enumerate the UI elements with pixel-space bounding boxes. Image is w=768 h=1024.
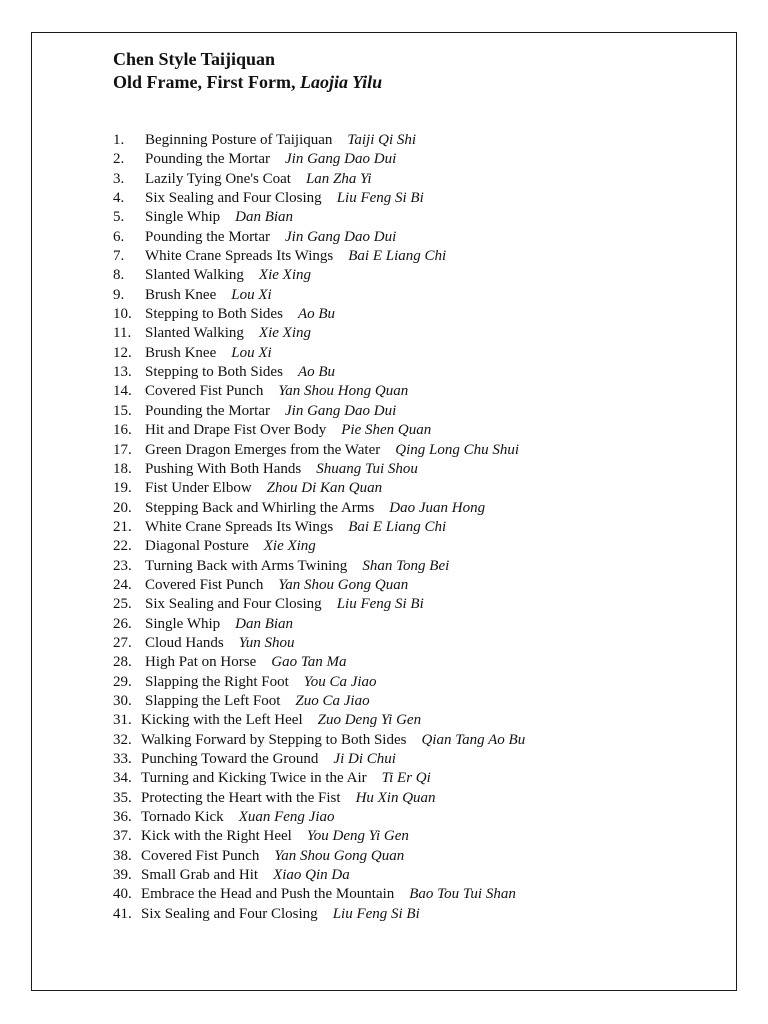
posture-english-name: Embrace the Head and Push the Mountain bbox=[141, 886, 395, 903]
posture-english-name: Lazily Tying One's Coat bbox=[145, 170, 291, 187]
posture-number: 41. bbox=[113, 905, 132, 922]
posture-pinyin-name: Xie Xing bbox=[258, 267, 311, 284]
posture-number: 1. bbox=[113, 132, 125, 148]
posture-pinyin-name: Xuan Feng Jiao bbox=[238, 809, 335, 826]
posture-english-name: Covered Fist Punch bbox=[145, 383, 264, 400]
posture-number: 21. bbox=[113, 518, 132, 535]
list-item bbox=[113, 847, 525, 866]
posture-number: 2. bbox=[113, 151, 125, 168]
posture-pinyin-name: Liu Feng Si Bi bbox=[336, 190, 424, 207]
list-item bbox=[113, 305, 525, 324]
posture-pinyin-name: Jin Gang Dao Dui bbox=[285, 228, 397, 245]
posture-pinyin-name: Ao Bu bbox=[297, 364, 336, 381]
document-subtitle bbox=[113, 71, 382, 94]
list-item bbox=[113, 499, 525, 518]
posture-list bbox=[113, 131, 525, 924]
posture-pinyin-name: Hu Xin Quan bbox=[355, 789, 436, 806]
list-item bbox=[113, 324, 525, 343]
posture-pinyin-name: Liu Feng Si Bi bbox=[336, 596, 424, 613]
list-item bbox=[113, 595, 525, 614]
posture-pinyin-name: Yan Shou Gong Quan bbox=[278, 576, 409, 593]
posture-pinyin-name: Dan Bian bbox=[235, 209, 294, 226]
list-item bbox=[113, 189, 525, 208]
list-item bbox=[113, 518, 525, 537]
posture-number: 3. bbox=[113, 170, 125, 187]
posture-number: 39. bbox=[113, 867, 132, 884]
posture-number: 23. bbox=[113, 557, 132, 574]
posture-english-name: White Crane Spreads Its Wings bbox=[145, 248, 334, 265]
posture-pinyin-name: Zuo Deng Yi Gen bbox=[317, 712, 422, 729]
posture-pinyin-name: Yan Shou Gong Quan bbox=[274, 847, 405, 864]
posture-number: 12. bbox=[113, 344, 132, 361]
posture-number: 6. bbox=[113, 228, 125, 245]
posture-english-name: Tornado Kick bbox=[141, 809, 224, 826]
posture-number: 30. bbox=[113, 692, 132, 709]
list-item bbox=[113, 866, 525, 885]
posture-pinyin-name: Bai E Liang Chi bbox=[348, 518, 447, 535]
posture-number: 9. bbox=[113, 286, 125, 303]
posture-english-name: Fist Under Elbow bbox=[145, 480, 252, 497]
list-item bbox=[113, 789, 525, 808]
list-item bbox=[113, 286, 525, 305]
posture-english-name: Pounding the Mortar bbox=[145, 151, 270, 168]
list-item bbox=[113, 673, 525, 692]
posture-number: 4. bbox=[113, 190, 125, 207]
posture-english-name: White Crane Spreads Its Wings bbox=[145, 518, 334, 535]
posture-pinyin-name: Yan Shou Hong Quan bbox=[278, 383, 409, 400]
posture-english-name: Walking Forward by Stepping to Both Sides bbox=[141, 731, 407, 748]
list-item bbox=[113, 653, 525, 672]
posture-pinyin-name: Pie Shen Quan bbox=[341, 422, 432, 439]
list-item bbox=[113, 344, 525, 363]
list-item bbox=[113, 170, 525, 189]
posture-english-name: Single Whip bbox=[145, 615, 221, 632]
posture-english-name: Beginning Posture of Taijiquan bbox=[145, 132, 333, 148]
list-item bbox=[113, 808, 525, 827]
posture-pinyin-name: Xiao Qin Da bbox=[273, 867, 350, 884]
posture-pinyin-name: Dao Juan Hong bbox=[389, 499, 486, 516]
posture-english-name: Stepping Back and Whirling the Arms bbox=[145, 499, 375, 516]
posture-pinyin-name: Shuang Tui Shou bbox=[316, 460, 418, 477]
posture-pinyin-name: Dan Bian bbox=[235, 615, 294, 632]
posture-english-name: Slanted Walking bbox=[145, 267, 244, 284]
list-item bbox=[113, 402, 525, 421]
list-item bbox=[113, 905, 525, 924]
posture-number: 33. bbox=[113, 751, 132, 767]
list-item bbox=[113, 460, 525, 479]
posture-pinyin-name: Jin Gang Dao Dui bbox=[285, 402, 397, 419]
posture-number: 34. bbox=[113, 770, 132, 787]
subtitle-main: Old Frame, First Form, bbox=[113, 72, 296, 92]
posture-pinyin-name: Lan Zha Yi bbox=[305, 170, 372, 187]
posture-pinyin-name: Qing Long Chu Shui bbox=[395, 441, 519, 458]
posture-english-name: Brush Knee bbox=[145, 344, 217, 361]
posture-number: 17. bbox=[113, 441, 132, 458]
posture-english-name: Stepping to Both Sides bbox=[145, 306, 283, 323]
posture-english-name: Small Grab and Hit bbox=[141, 867, 259, 884]
title-block bbox=[113, 48, 382, 94]
posture-english-name: Kicking with the Left Heel bbox=[141, 712, 303, 729]
list-item bbox=[113, 769, 525, 788]
list-item bbox=[113, 382, 525, 401]
posture-english-name: Diagonal Posture bbox=[145, 538, 249, 555]
posture-english-name: Green Dragon Emerges from the Water bbox=[145, 441, 381, 458]
list-item bbox=[113, 711, 525, 730]
posture-number: 40. bbox=[113, 886, 132, 903]
posture-english-name: Stepping to Both Sides bbox=[145, 364, 283, 381]
posture-english-name: Single Whip bbox=[145, 209, 221, 226]
posture-english-name: Slapping the Left Foot bbox=[145, 692, 281, 709]
posture-number: 24. bbox=[113, 576, 132, 593]
list-item bbox=[113, 576, 525, 595]
posture-number: 25. bbox=[113, 596, 132, 613]
list-item bbox=[113, 266, 525, 285]
posture-number: 26. bbox=[113, 615, 132, 632]
list-item bbox=[113, 537, 525, 556]
posture-number: 8. bbox=[113, 267, 125, 284]
document-title: Chen Style Taijiquan bbox=[113, 49, 276, 69]
list-item bbox=[113, 131, 525, 150]
posture-english-name: Covered Fist Punch bbox=[145, 576, 264, 593]
subtitle-italic: Laojia Yilu bbox=[299, 72, 383, 92]
posture-number: 20. bbox=[113, 499, 132, 516]
posture-pinyin-name: Bai E Liang Chi bbox=[348, 248, 447, 265]
posture-english-name: Turning Back with Arms Twining bbox=[145, 557, 348, 574]
posture-number: 11. bbox=[113, 325, 132, 342]
posture-number: 32. bbox=[113, 731, 132, 748]
list-item bbox=[113, 750, 525, 769]
posture-pinyin-name: You Ca Jiao bbox=[303, 673, 377, 690]
list-item bbox=[113, 208, 525, 227]
posture-number: 35. bbox=[113, 789, 132, 806]
posture-number: 22. bbox=[113, 538, 132, 555]
posture-pinyin-name: Lou Xi bbox=[231, 286, 272, 303]
list-item bbox=[113, 827, 525, 846]
list-item bbox=[113, 363, 525, 382]
posture-number: 38. bbox=[113, 847, 132, 864]
list-item bbox=[113, 634, 525, 653]
list-item bbox=[113, 228, 525, 247]
posture-number: 15. bbox=[113, 402, 132, 419]
posture-english-name: Six Sealing and Four Closing bbox=[141, 905, 318, 922]
posture-number: 18. bbox=[113, 460, 132, 477]
posture-english-name: Six Sealing and Four Closing bbox=[145, 190, 322, 207]
posture-english-name: Slanted Walking bbox=[145, 325, 244, 342]
posture-number: 16. bbox=[113, 422, 132, 439]
posture-pinyin-name: Ao Bu bbox=[297, 306, 336, 323]
posture-number: 5. bbox=[113, 209, 125, 226]
posture-english-name: High Pat on Horse bbox=[145, 654, 257, 671]
posture-number: 36. bbox=[113, 809, 132, 826]
posture-pinyin-name: Zhou Di Kan Quan bbox=[266, 480, 383, 497]
posture-pinyin-name: Taiji Qi Shi bbox=[347, 132, 417, 148]
posture-pinyin-name: Shan Tong Bei bbox=[362, 557, 450, 574]
list-item bbox=[113, 441, 525, 460]
posture-english-name: Punching Toward the Ground bbox=[141, 751, 319, 767]
list-item bbox=[113, 692, 525, 711]
posture-pinyin-name: Ji Di Chui bbox=[333, 751, 396, 767]
posture-pinyin-name: Jin Gang Dao Dui bbox=[285, 151, 397, 168]
posture-english-name: Pushing With Both Hands bbox=[145, 460, 302, 477]
posture-english-name: Protecting the Heart with the Fist bbox=[141, 789, 341, 806]
posture-number: 27. bbox=[113, 634, 132, 651]
list-item bbox=[113, 615, 525, 634]
list-item bbox=[113, 885, 525, 904]
posture-pinyin-name: Lou Xi bbox=[231, 344, 272, 361]
posture-number: 10. bbox=[113, 306, 132, 323]
posture-english-name: Six Sealing and Four Closing bbox=[145, 596, 322, 613]
posture-pinyin-name: Bao Tou Tui Shan bbox=[409, 886, 516, 903]
posture-english-name: Turning and Kicking Twice in the Air bbox=[141, 770, 367, 787]
posture-english-name: Brush Knee bbox=[145, 286, 217, 303]
posture-english-name: Cloud Hands bbox=[145, 634, 224, 651]
posture-pinyin-name: Liu Feng Si Bi bbox=[332, 905, 420, 922]
posture-english-name: Hit and Drape Fist Over Body bbox=[145, 422, 327, 439]
posture-pinyin-name: Yun Shou bbox=[238, 634, 295, 651]
posture-english-name: Kick with the Right Heel bbox=[141, 828, 292, 845]
posture-number: 19. bbox=[113, 480, 132, 497]
posture-pinyin-name: Xie Xing bbox=[263, 538, 316, 555]
posture-number: 31. bbox=[113, 712, 132, 729]
posture-pinyin-name: Gao Tan Ma bbox=[271, 654, 347, 671]
posture-english-name: Pounding the Mortar bbox=[145, 402, 270, 419]
list-item bbox=[113, 247, 525, 266]
posture-number: 13. bbox=[113, 364, 132, 381]
posture-number: 29. bbox=[113, 673, 132, 690]
posture-english-name: Pounding the Mortar bbox=[145, 228, 270, 245]
list-item bbox=[113, 479, 525, 498]
posture-pinyin-name: Xie Xing bbox=[258, 325, 311, 342]
posture-pinyin-name: You Deng Yi Gen bbox=[306, 828, 409, 845]
posture-number: 28. bbox=[113, 654, 132, 671]
list-item bbox=[113, 557, 525, 576]
posture-number: 7. bbox=[113, 248, 125, 265]
posture-pinyin-name: Zuo Ca Jiao bbox=[295, 692, 370, 709]
list-item bbox=[113, 731, 525, 750]
list-item bbox=[113, 150, 525, 169]
posture-english-name: Slapping the Right Foot bbox=[145, 673, 289, 690]
posture-pinyin-name: Qian Tang Ao Bu bbox=[421, 731, 526, 748]
posture-pinyin-name: Ti Er Qi bbox=[381, 770, 431, 787]
posture-number: 37. bbox=[113, 828, 132, 845]
posture-english-name: Covered Fist Punch bbox=[141, 847, 260, 864]
list-item bbox=[113, 421, 525, 440]
posture-number: 14. bbox=[113, 383, 132, 400]
